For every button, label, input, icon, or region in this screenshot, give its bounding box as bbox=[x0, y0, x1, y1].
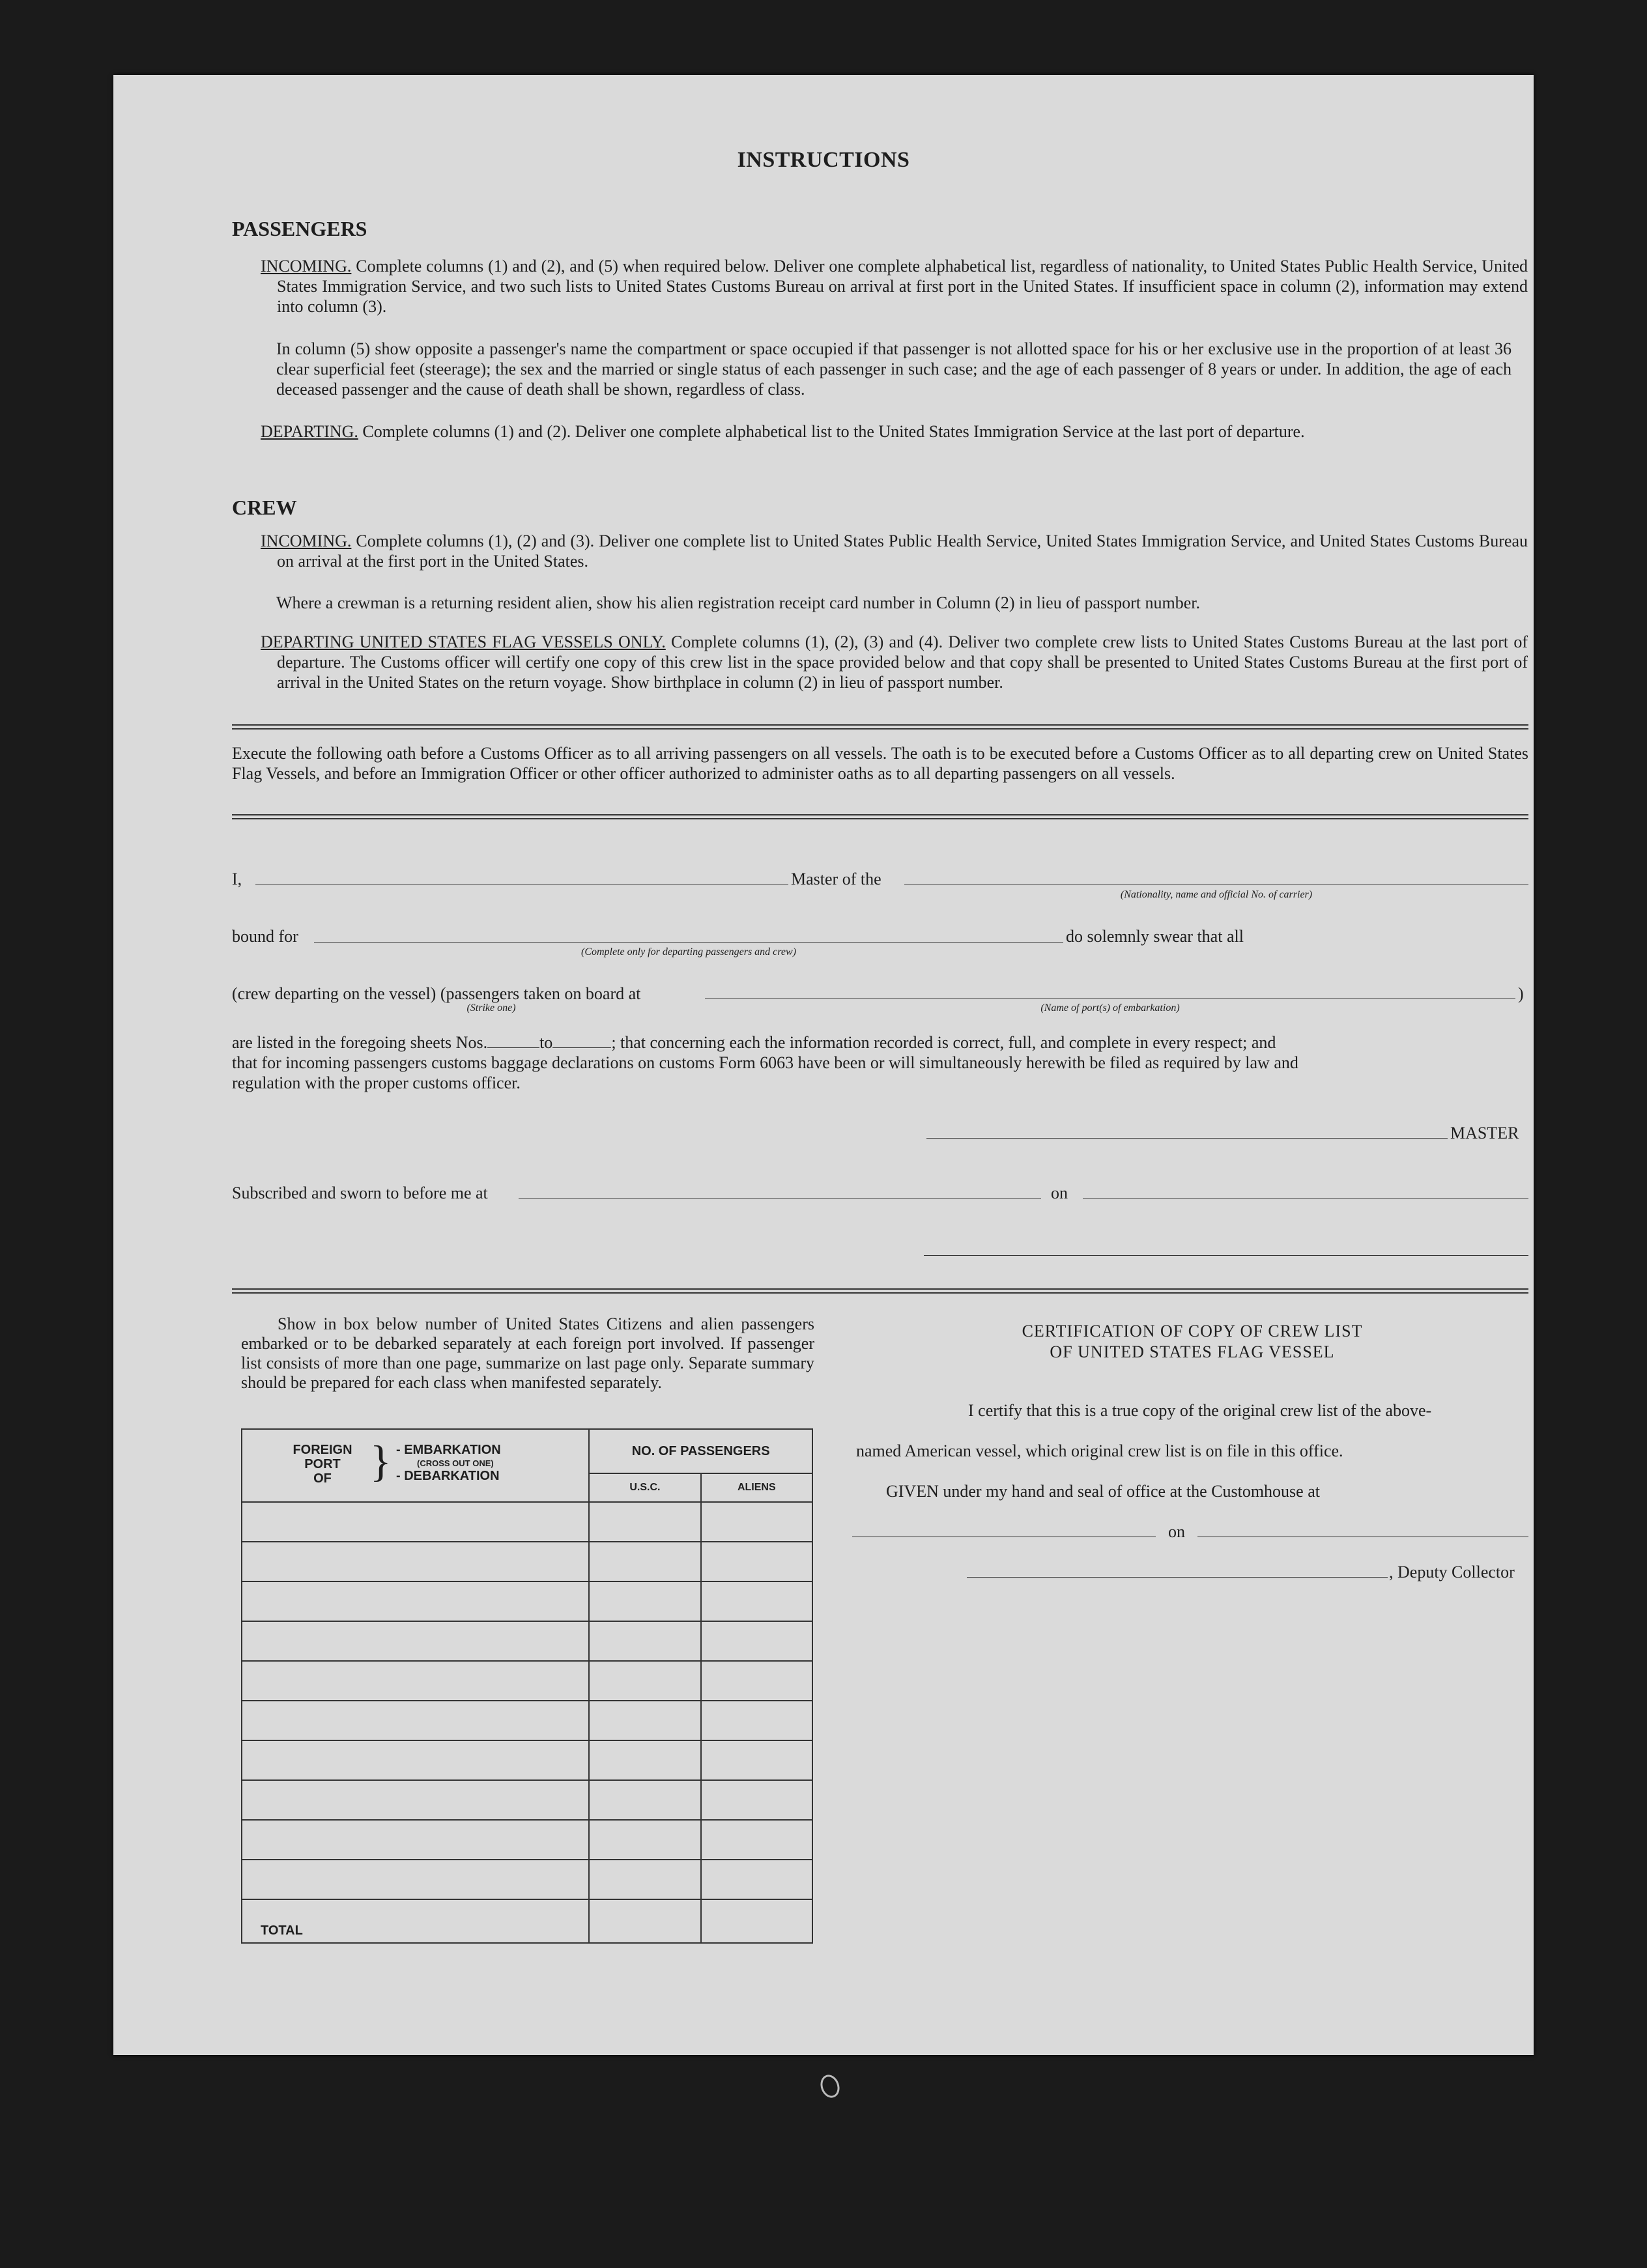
certification-title-line2: OF UNITED STATES FLAG VESSEL bbox=[1050, 1342, 1335, 1361]
aliens-cell[interactable] bbox=[701, 1661, 812, 1701]
port-cell[interactable] bbox=[242, 1780, 589, 1820]
crew-incoming-text: Complete columns (1), (2) and (3). Deliver one complete list to United States Public Health Service, United States Immigration Service, and United States Customs Bureau on arrival at the first port in the United States. bbox=[277, 532, 1528, 571]
aliens-header: ALIENS bbox=[701, 1473, 812, 1502]
listed-to-text: to bbox=[539, 1033, 553, 1052]
summary-instructions: Show in box below number of United States Citizens and alien passengers embarked or to be debarked separately at each foreign port involved. If passenger list consists of more than one page, summarize on last page only. Separate summary should be prepared for each class when manifested separately. bbox=[241, 1314, 814, 1392]
crew-departing-text: Complete columns (1), (2), (3) and (4). Deliver two complete crew lists to United States Customs Bureau at the last port of departure. The Customs officer will certify one copy of this crew list in the space provided below and that copy shall be presented to United States Customs Bureau at the first port of arrival in the United States on the return voyage. Show birthplace in column (2) in lieu of passport number. bbox=[277, 632, 1528, 692]
crew-heading: CREW bbox=[232, 496, 297, 519]
usc-cell[interactable] bbox=[589, 1581, 700, 1621]
usc-cell[interactable] bbox=[589, 1701, 700, 1740]
listed-paragraph bbox=[232, 1032, 1528, 1093]
certify-line1: I certify that this is a true copy of the original crew list of the above- bbox=[968, 1401, 1432, 1420]
usc-cell[interactable] bbox=[589, 1820, 700, 1860]
oath-i: I, bbox=[232, 870, 242, 888]
deputy-collector-line[interactable] bbox=[967, 1577, 1388, 1578]
passengers-departing-paragraph bbox=[261, 421, 1528, 442]
aliens-total-cell[interactable] bbox=[701, 1899, 812, 1943]
debarkation-label: - DEBARKATION bbox=[396, 1469, 500, 1483]
usc-cell[interactable] bbox=[589, 1740, 700, 1780]
certify-line2: named American vessel, which original crew list is on file in this office. bbox=[856, 1441, 1343, 1460]
aliens-cell[interactable] bbox=[701, 1820, 812, 1860]
bound-for-label: bound for bbox=[232, 927, 298, 946]
master-label: MASTER bbox=[1450, 1124, 1519, 1142]
ports-caption: (Name of port(s) of embarkation) bbox=[1040, 1002, 1180, 1014]
oath-intro: Execute the following oath before a Customs Officer as to all arriving passengers on all vessels. The oath is to be executed before a Customs Officer as to all departing crew on United States Flag Vessels, and before an Immigration Officer or other officer authorized to administer oaths as to all departing passengers on all vessels. bbox=[232, 744, 1528, 783]
do-swear-text: do solemnly swear that all bbox=[1066, 927, 1244, 946]
strike-one-caption: (Strike one) bbox=[466, 1002, 516, 1014]
crew-resident-paragraph: Where a crewman is a returning resident alien, show his alien registration receipt card number in Column (2) in lieu of passport number. bbox=[276, 593, 1201, 612]
no-of-passengers-header: NO. OF PASSENGERS bbox=[589, 1429, 812, 1473]
complete-only-caption: (Complete only for departing passengers and crew) bbox=[580, 946, 797, 957]
aliens-cell[interactable] bbox=[701, 1860, 812, 1899]
aliens-cell[interactable] bbox=[701, 1780, 812, 1820]
crew-incoming-paragraph bbox=[261, 531, 1528, 571]
total-row bbox=[242, 1899, 812, 1943]
usc-total-cell[interactable] bbox=[589, 1899, 700, 1943]
crew-incoming-label: INCOMING. bbox=[261, 532, 352, 550]
port-cell[interactable] bbox=[242, 1820, 589, 1860]
passengers-departing-text: Complete columns (1) and (2). Deliver one complete alphabetical list to the United States Immigration Service at the last port of departure. bbox=[362, 422, 1305, 441]
total-label: TOTAL bbox=[242, 1899, 589, 1943]
embarkation-label: - EMBARKATION bbox=[396, 1443, 501, 1457]
port-cell[interactable] bbox=[242, 1701, 589, 1740]
table-row bbox=[242, 1740, 812, 1780]
table-row bbox=[242, 1621, 812, 1661]
table-row bbox=[242, 1502, 812, 1542]
usc-cell[interactable] bbox=[589, 1621, 700, 1661]
usc-cell[interactable] bbox=[589, 1780, 700, 1820]
aliens-cell[interactable] bbox=[701, 1701, 812, 1740]
certification-title-line1: CERTIFICATION OF COPY OF CREW LIST bbox=[1022, 1322, 1363, 1340]
section-divider bbox=[232, 1288, 1528, 1294]
aliens-cell[interactable] bbox=[701, 1542, 812, 1581]
passengers-incoming-label: INCOMING. bbox=[261, 257, 352, 276]
passengers-departing-label: DEPARTING. bbox=[261, 422, 358, 441]
master-of-the-label: Master of the bbox=[791, 870, 881, 888]
subscribed-on-label: on bbox=[1051, 1184, 1068, 1202]
crew-passengers-text: (crew departing on the vessel) (passengers taken on board at bbox=[232, 984, 641, 1003]
aliens-cell[interactable] bbox=[701, 1740, 812, 1780]
master-signature-line[interactable] bbox=[926, 1138, 1448, 1139]
port-cell[interactable] bbox=[242, 1502, 589, 1542]
foreign-port-label: FOREIGN PORT OF bbox=[293, 1443, 352, 1486]
sheet-from-line[interactable] bbox=[487, 1034, 539, 1048]
usc-cell[interactable] bbox=[589, 1661, 700, 1701]
officer-signature-line[interactable] bbox=[924, 1255, 1528, 1256]
passenger-summary-table bbox=[241, 1428, 813, 1944]
usc-cell[interactable] bbox=[589, 1502, 700, 1542]
form-page bbox=[113, 75, 1534, 2055]
certification-on-label: on bbox=[1168, 1522, 1185, 1541]
table-row bbox=[242, 1581, 812, 1621]
reel-hole-mark bbox=[818, 2072, 843, 2100]
table-row bbox=[242, 1661, 812, 1701]
port-header-cell bbox=[242, 1429, 589, 1502]
crew-departing-label: DEPARTING UNITED STATES FLAG VESSELS ONLY. bbox=[261, 632, 666, 651]
usc-header: U.S.C. bbox=[589, 1473, 700, 1502]
usc-cell[interactable] bbox=[589, 1542, 700, 1581]
page-title: INSTRUCTIONS bbox=[737, 148, 910, 172]
listed-post-text: ; that concerning each the information recorded is correct, full, and complete in every respect; and bbox=[611, 1033, 1276, 1052]
certification-title bbox=[856, 1321, 1528, 1363]
listed-pre-text: are listed in the foregoing sheets Nos. bbox=[232, 1033, 488, 1052]
deputy-collector-label: , Deputy Collector bbox=[1389, 1563, 1515, 1581]
port-cell[interactable] bbox=[242, 1740, 589, 1780]
usc-cell[interactable] bbox=[589, 1860, 700, 1899]
passengers-column5-paragraph: In column (5) show opposite a passenger's name the compartment or space occupied if that passenger is not allotted space for his or her exclusive use in the proportion of at least 36 clear superficial feet (steerage); the sex and the married or single status of each passenger in such case; and the age of each passenger of 8 years or under. In addition, the age of each deceased passenger and the cause of death shall be shown, regardless of class. bbox=[276, 339, 1511, 399]
port-cell[interactable] bbox=[242, 1621, 589, 1661]
nationality-caption: (Nationality, name and official No. of carrier) bbox=[1120, 889, 1313, 900]
passengers-incoming-paragraph bbox=[261, 256, 1528, 317]
table-row bbox=[242, 1780, 812, 1820]
aliens-cell[interactable] bbox=[701, 1502, 812, 1542]
cross-out-label: (CROSS OUT ONE) bbox=[417, 1458, 494, 1468]
given-text: GIVEN under my hand and seal of office at the Customhouse at bbox=[886, 1482, 1320, 1501]
port-cell[interactable] bbox=[242, 1661, 589, 1701]
table-row bbox=[242, 1542, 812, 1581]
listed-line3: regulation with the proper customs officer. bbox=[232, 1073, 521, 1092]
section-divider bbox=[232, 814, 1528, 819]
section-divider bbox=[232, 724, 1528, 730]
table-row bbox=[242, 1701, 812, 1740]
brace-icon: } bbox=[370, 1436, 392, 1486]
listed-line2: that for incoming passengers customs baggage declarations on customs Form 6063 have been or will simultaneously herewith be filed as required by law and bbox=[232, 1053, 1298, 1072]
sheet-to-line[interactable] bbox=[552, 1034, 611, 1048]
port-cell[interactable] bbox=[242, 1581, 589, 1621]
passengers-heading: PASSENGERS bbox=[232, 217, 367, 240]
port-cell[interactable] bbox=[242, 1860, 589, 1899]
aliens-cell[interactable] bbox=[701, 1621, 812, 1661]
port-cell[interactable] bbox=[242, 1542, 589, 1581]
close-paren: ) bbox=[1518, 984, 1524, 1003]
passengers-incoming-text: Complete columns (1) and (2), and (5) when required below. Deliver one complete alphabetical list, regardless of nationality, to United States Public Health Service, United States Immigration Service, and two such lists to United States Customs Bureau on arrival at first port in the United States. If insufficient space in column (2), information may extend into column (3). bbox=[277, 257, 1528, 316]
table-row bbox=[242, 1820, 812, 1860]
crew-departing-paragraph bbox=[261, 632, 1528, 692]
aliens-cell[interactable] bbox=[701, 1581, 812, 1621]
subscribed-label: Subscribed and sworn to before me at bbox=[232, 1184, 488, 1202]
table-row bbox=[242, 1860, 812, 1899]
bound-for-line[interactable] bbox=[314, 942, 1063, 943]
